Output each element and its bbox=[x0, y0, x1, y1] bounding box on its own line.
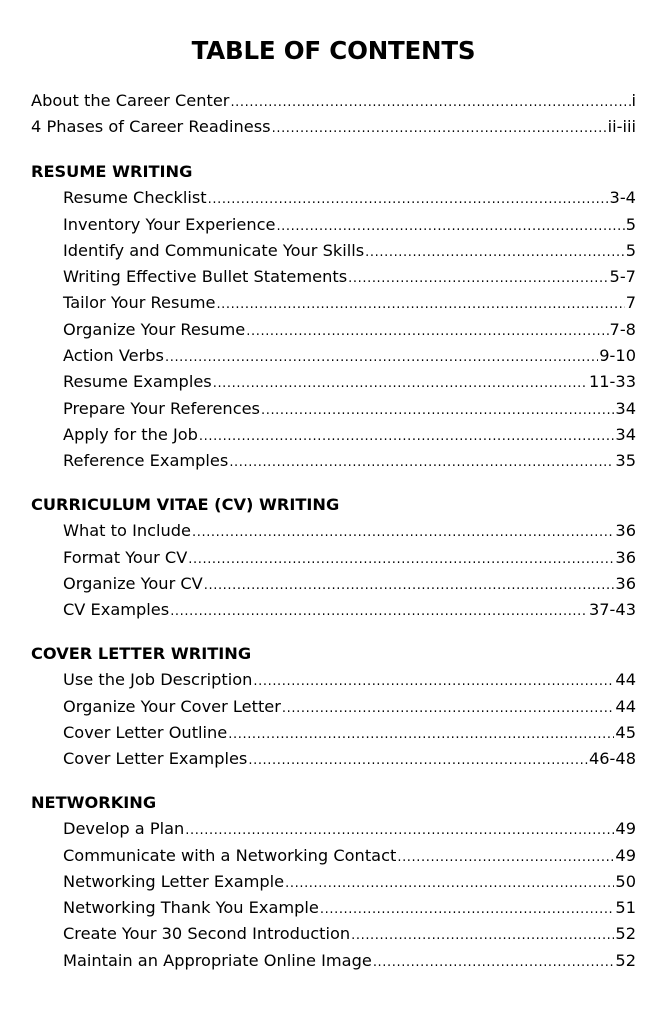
entry-label: Apply for the Job bbox=[63, 424, 198, 444]
entry-label: Prepare Your References bbox=[63, 398, 260, 418]
entry-label: Resume Checklist bbox=[63, 188, 207, 208]
toc-entry bbox=[0, 238, 667, 264]
toc-entry bbox=[0, 921, 667, 947]
entry-label: Tailor Your Resume bbox=[63, 293, 216, 313]
dot-leader bbox=[216, 292, 624, 316]
dot-leader bbox=[248, 748, 588, 772]
entry-page: 7-8 bbox=[609, 319, 636, 339]
entry-page: 52 bbox=[615, 924, 636, 944]
entry-page: 35 bbox=[615, 451, 636, 471]
dot-leader bbox=[285, 871, 614, 895]
entry-label: Networking Thank You Example bbox=[63, 898, 319, 918]
entry-page: 44 bbox=[615, 696, 636, 716]
dot-leader bbox=[170, 599, 588, 623]
entry-page: ii-iii bbox=[607, 117, 636, 137]
toc-entry bbox=[0, 545, 667, 571]
toc-entry bbox=[0, 518, 667, 544]
entry-label: CV Examples bbox=[63, 600, 170, 620]
entry-label: Cover Letter Examples bbox=[63, 749, 248, 769]
entry-page: 36 bbox=[615, 573, 636, 593]
entry-page: 52 bbox=[615, 950, 636, 970]
toc-entry bbox=[0, 422, 667, 448]
section-heading: COVER LETTER WRITING bbox=[31, 644, 252, 663]
dot-leader bbox=[228, 722, 614, 746]
toc-entry bbox=[0, 317, 667, 343]
dot-leader bbox=[246, 319, 608, 343]
entry-page: 11-33 bbox=[588, 372, 636, 392]
toc-entry bbox=[0, 212, 667, 238]
entry-label: Develop a Plan bbox=[63, 819, 185, 839]
section-cv-writing bbox=[0, 492, 667, 623]
dot-leader bbox=[208, 187, 609, 211]
dot-leader bbox=[320, 897, 615, 921]
entry-label: About the Career Center bbox=[31, 91, 230, 110]
section-heading: RESUME WRITING bbox=[31, 162, 193, 181]
dot-leader bbox=[276, 214, 624, 238]
entry-label: Identify and Communicate Your Skills bbox=[63, 240, 365, 260]
section-cover-letter-writing bbox=[0, 641, 667, 772]
entry-label: Cover Letter Outline bbox=[63, 722, 228, 742]
entry-page: 3-4 bbox=[609, 188, 636, 208]
dot-leader bbox=[230, 90, 630, 114]
toc-entry bbox=[0, 396, 667, 422]
toc-entry bbox=[0, 571, 667, 597]
entry-page: 34 bbox=[615, 398, 636, 418]
toc-entry bbox=[0, 448, 667, 474]
section-heading: NETWORKING bbox=[31, 793, 157, 812]
dot-leader bbox=[261, 398, 614, 422]
entry-page: 9-10 bbox=[599, 346, 636, 366]
dot-leader bbox=[253, 669, 614, 693]
entry-label: Networking Letter Example bbox=[63, 871, 285, 891]
dot-leader bbox=[185, 818, 614, 842]
toc-entry bbox=[0, 720, 667, 746]
dot-leader bbox=[373, 950, 615, 974]
entry-label: Organize Your Cover Letter bbox=[63, 696, 281, 716]
entry-label: Organize Your CV bbox=[63, 573, 203, 593]
toc-entry bbox=[0, 343, 667, 369]
toc-entry bbox=[0, 290, 667, 316]
entry-page: 34 bbox=[615, 424, 636, 444]
toc-entry bbox=[0, 264, 667, 290]
section-resume-writing bbox=[0, 159, 667, 475]
dot-leader bbox=[365, 240, 625, 264]
entry-label: Communicate with a Networking Contact bbox=[63, 845, 397, 865]
dot-leader bbox=[229, 450, 614, 474]
toc-entry bbox=[0, 667, 667, 693]
dot-leader bbox=[204, 573, 615, 597]
entry-label: Resume Examples bbox=[63, 372, 212, 392]
entry-page: 49 bbox=[615, 819, 636, 839]
intro-block bbox=[0, 88, 667, 141]
dot-leader bbox=[165, 345, 598, 369]
entry-page: 36 bbox=[615, 521, 636, 541]
toc-entry bbox=[0, 895, 667, 921]
toc-entry bbox=[0, 746, 667, 772]
entry-label: Organize Your Resume bbox=[63, 319, 246, 339]
toc-entry bbox=[0, 869, 667, 895]
entry-page: 51 bbox=[615, 898, 636, 918]
toc-entry bbox=[0, 948, 667, 974]
entry-label: Use the Job Description bbox=[63, 670, 253, 690]
section-networking bbox=[0, 790, 667, 974]
entry-label: Reference Examples bbox=[63, 451, 229, 471]
toc-entry bbox=[0, 694, 667, 720]
page-title: TABLE OF CONTENTS bbox=[191, 36, 476, 65]
toc-entry bbox=[0, 114, 667, 140]
entry-page: 5 bbox=[625, 240, 636, 260]
entry-label: Action Verbs bbox=[63, 346, 164, 366]
toc-entry bbox=[0, 816, 667, 842]
entry-page: 45 bbox=[615, 722, 636, 742]
dot-leader bbox=[199, 424, 614, 448]
entry-label: What to Include bbox=[63, 521, 191, 541]
entry-page: 5-7 bbox=[609, 267, 636, 287]
toc-entry bbox=[0, 843, 667, 869]
toc-entry bbox=[0, 597, 667, 623]
toc-entry bbox=[0, 88, 667, 114]
entry-page: 36 bbox=[615, 547, 636, 567]
toc-entry bbox=[0, 185, 667, 211]
dot-leader bbox=[213, 371, 588, 395]
section-heading: CURRICULUM VITAE (CV) WRITING bbox=[31, 495, 340, 514]
entry-label: Format Your CV bbox=[63, 547, 188, 567]
entry-label: Create Your 30 Second Introduction bbox=[63, 924, 351, 944]
toc-entry bbox=[0, 369, 667, 395]
entry-page: i bbox=[631, 91, 636, 110]
entry-label: 4 Phases of Career Readiness bbox=[31, 117, 271, 137]
entry-label: Maintain an Appropriate Online Image bbox=[63, 950, 372, 970]
dot-leader bbox=[272, 116, 607, 140]
entry-page: 44 bbox=[615, 670, 636, 690]
dot-leader bbox=[351, 923, 614, 947]
entry-page: 37-43 bbox=[588, 600, 636, 620]
dot-leader bbox=[282, 696, 614, 720]
entry-page: 5 bbox=[625, 214, 636, 234]
dot-leader bbox=[348, 266, 608, 290]
entry-label: Writing Effective Bullet Statements bbox=[63, 267, 348, 287]
entry-page: 49 bbox=[615, 845, 636, 865]
dot-leader bbox=[192, 520, 614, 544]
dot-leader bbox=[188, 547, 614, 571]
entry-page: 50 bbox=[615, 871, 636, 891]
entry-page: 7 bbox=[625, 293, 636, 313]
dot-leader bbox=[397, 845, 614, 869]
entry-page: 46-48 bbox=[588, 749, 636, 769]
entry-label: Inventory Your Experience bbox=[63, 214, 276, 234]
